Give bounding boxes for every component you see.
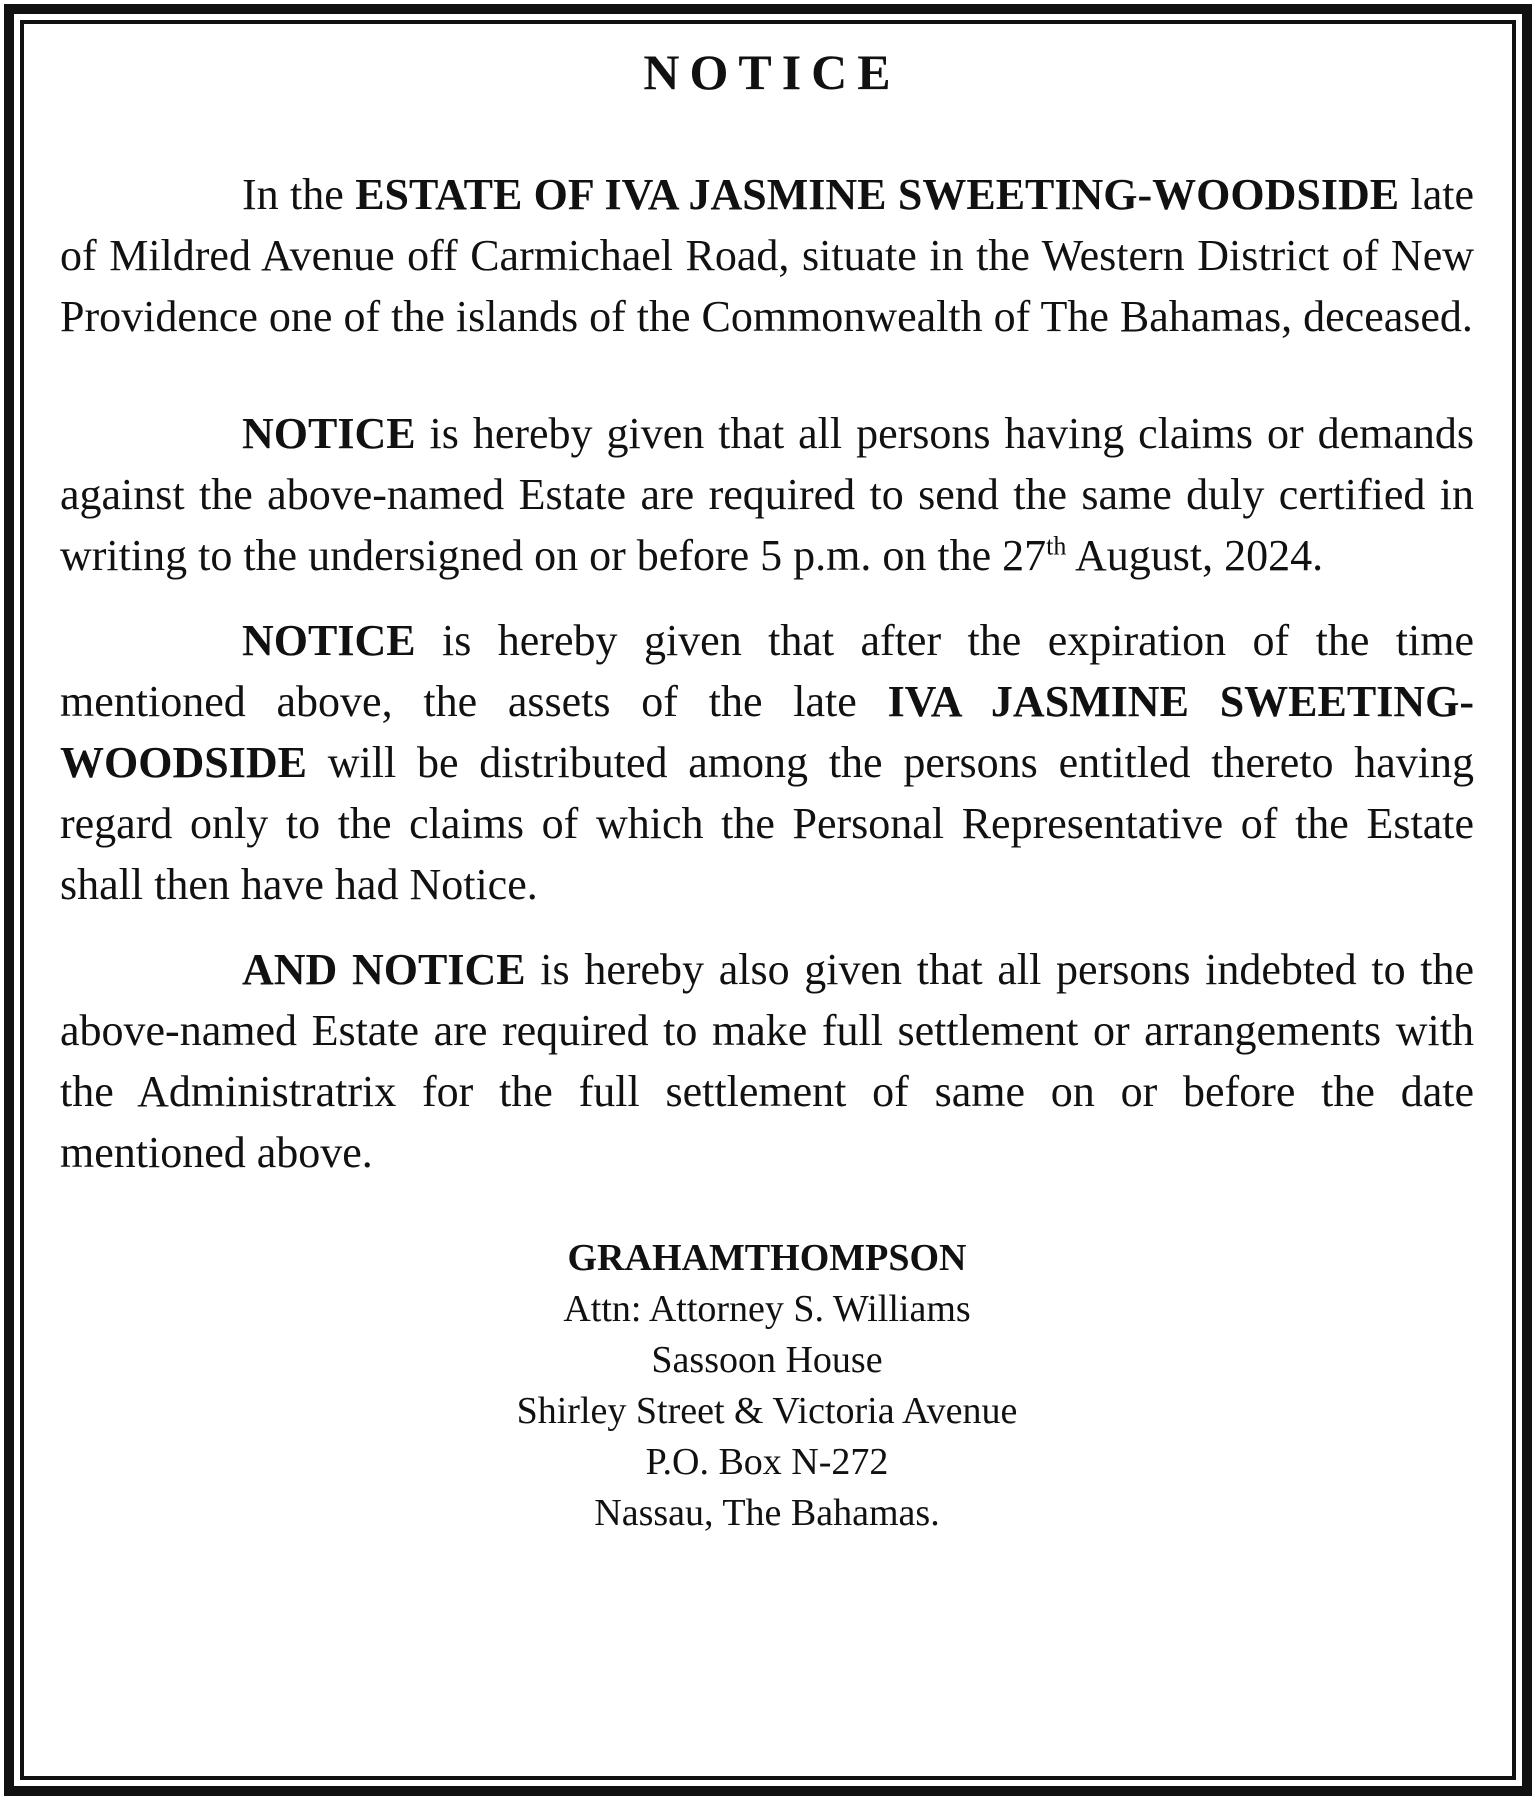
indebted-text: is hereby also given that all persons indebted to the above-named Estate are required to make full settlement or arrangements with the Administratrix for the full settlement of same on or before the date mentioned above. <box>60 945 1475 1177</box>
claims-day: 27 <box>1002 531 1047 580</box>
estate-name: ESTATE OF IVA JASMINE SWEETING-WOODSIDE <box>355 170 1400 219</box>
claims-date: August, 2024. <box>1074 531 1324 580</box>
building-name: Sassoon House <box>651 1339 883 1381</box>
estate-paragraph <box>60 164 1474 347</box>
distribution-lead: NOTICE <box>242 616 416 665</box>
distribution-paragraph <box>60 610 1474 915</box>
distribution-text-2: will be distributed among the persons entitled thereto having regard only to the claims of which the Personal Representative of the Estate shall then have had Notice. <box>60 738 1475 909</box>
claims-paragraph <box>60 403 1474 586</box>
distribution-text-1: is hereby given that after the expiration of the time mentioned above, the assets of the late <box>60 616 1474 726</box>
attention-line: Attn: Attorney S. Williams <box>563 1288 971 1330</box>
firm-name: GRAHAMTHOMPSON <box>567 1237 967 1279</box>
notice-content <box>60 40 1474 1539</box>
city-country: Nassau, The Bahamas. <box>594 1492 940 1534</box>
estate-intro: In the <box>242 170 344 219</box>
signature-block <box>60 1233 1474 1539</box>
po-box: P.O. Box N-272 <box>645 1441 889 1483</box>
street-address: Shirley Street & Victoria Avenue <box>516 1390 1018 1432</box>
indebted-paragraph <box>60 939 1474 1183</box>
estate-details: late of Mildred Avenue off Carmichael Road, situate in the Western District of New Providence one of the islands of the Commonwealth of The Bahamas, deceased. <box>60 170 1475 341</box>
claims-text: is hereby given that all persons having claims or demands against the above-named Estate are required to send the same duly certified in writing to the undersigned on or before 5 p.m. on the <box>60 409 1474 580</box>
deceased-name: IVA JASMINE SWEETING-WOODSIDE <box>60 677 1474 787</box>
claims-lead: NOTICE <box>242 409 416 458</box>
notice-title: NOTICE <box>643 44 901 100</box>
indebted-lead: AND NOTICE <box>242 945 526 994</box>
claims-day-suffix: th <box>1046 531 1067 561</box>
